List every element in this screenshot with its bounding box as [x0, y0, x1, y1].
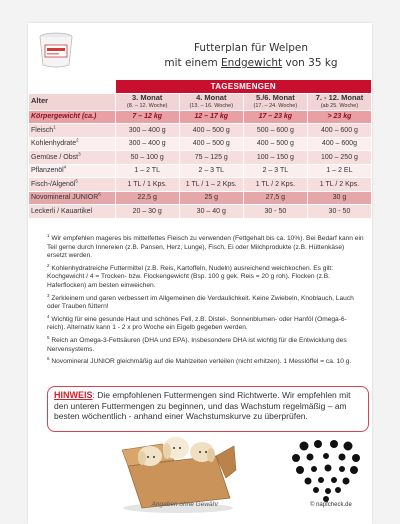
table-cell: 100 – 150 g — [243, 151, 307, 165]
table-cell: 30 – 40 g — [179, 205, 243, 219]
table-row — [29, 191, 372, 205]
footnote: $^2$ Kohlenhydratreiche Futtermittel (z.B. Reis, Kartoffeln, Nudeln) ausreichend weichkochen. Es gilt: Kochgewicht / 4 = Trocken- bzw. Flockengewicht (Bsp. 100 g gek. Reis = 20 g roh). Flocken (z.B. Haferflocken) am besten einweichen. — [47, 262, 334, 289]
footnote: $^1$ Wir empfehlen mageres bis mittelfettes Fleisch zu verwenden (Fettgehalt bis ca. 10%). Bei Bedarf kann ein Teil gerne durch Innereien (z.B. Pansen, Herz, Lunge), Fisch, Ei oder Milchprodukte (z.B. Hüttenkäse) ersetzt werden. — [47, 232, 364, 260]
table-cell: 400 – 500 g — [179, 137, 243, 151]
table-cell: 75 – 125 g — [179, 151, 243, 165]
table-cell: 50 – 100 g — [115, 151, 179, 165]
month-header: 3. Monat (8. – 12. Woche) — [115, 93, 179, 110]
tagesmengen-header: TAGESMENGEN — [115, 80, 371, 94]
month-header: 7. - 12. Monat (ab 25. Woche) — [307, 93, 371, 110]
table-cell: 300 – 400 g — [115, 124, 179, 138]
table-cell: 1 – 2 EL — [307, 164, 371, 178]
footnote: $^6$ Novomineral JUNIOR gleichmäßig auf die Mahlzeiten verteilen (nicht erhitzen). 1 Messlöffel = ca. 10 g. — [47, 355, 352, 366]
row-label: Fleisch$^1$ — [29, 124, 116, 138]
row-label: Körpergewicht (ca.) — [29, 110, 116, 124]
table-cell: 2 – 3 TL — [179, 164, 243, 178]
month-header: 5./6. Monat (17. – 24. Woche) — [243, 93, 307, 110]
table-cell: 400 – 600 g — [307, 124, 371, 138]
footnote: $^4$ Wichtig für eine gesunde Haut und schönes Fell, z.B. Distel-, Sonnenblumen- oder Hanföl (Omega-6-reich). Alternativ kann 1 - 2 x pro Woche ein Eigelb gegeben werden. — [47, 313, 347, 332]
table-cell: 400 – 500 g — [179, 124, 243, 138]
table-cell: 30 - 50 — [243, 205, 307, 219]
header — [28, 23, 372, 78]
brand-credit: © napfcheck.de — [310, 502, 352, 508]
table-cell: 7 – 12 kg — [115, 110, 179, 124]
table-cell: 500 – 600 g — [243, 124, 307, 138]
disclaimer-caption: Angaben ohne Gewähr — [151, 501, 219, 508]
table-cell: 400 – 500 g — [243, 137, 307, 151]
table-cell: 100 – 250 g — [307, 151, 371, 165]
hint-heading: HINWEIS — [54, 390, 93, 400]
table-cell: > 23 kg — [307, 110, 371, 124]
table-cell: 1 TL / 1 – 2 Kps. — [179, 178, 243, 192]
table-cell: 1 – 2 TL — [115, 164, 179, 178]
table-cell: 17 – 23 kg — [243, 110, 307, 124]
row-label: Fisch-/Algenöl$^5$ — [29, 178, 116, 192]
table-cell: 300 – 400 g — [115, 137, 179, 151]
document-page — [28, 23, 372, 524]
table-cell: 1 TL / 1 Kps. — [115, 178, 179, 192]
table-cell: 1 TL / 2 Kps. — [307, 178, 371, 192]
row-label: Leckerli / Kauartikel — [29, 205, 116, 219]
row-label: Gemüse / Obst$^3$ — [29, 151, 116, 165]
month-header-row — [29, 93, 372, 110]
table-cell: 1 TL / 2 Kps. — [243, 178, 307, 192]
food-bucket-icon — [36, 31, 76, 69]
row-label: Pflanzenöl$^4$ — [29, 164, 116, 178]
table-cell: 22,5 g — [115, 191, 179, 205]
table-row — [29, 164, 372, 178]
alter-label: Alter — [29, 93, 116, 110]
row-label: Novomineral JUNIOR$^6$ — [29, 191, 116, 205]
table-cell: 27,5 g — [243, 191, 307, 205]
table-cell: 30 - 50 — [307, 205, 371, 219]
page-subtitle: mit einem Endgewicht von 35 kg — [164, 57, 338, 69]
month-header: 4. Monat (13. – 16. Woche) — [179, 93, 243, 110]
footnote: $^5$ Reich an Omega-3-Fettsäuren (DHA und EPA). Insbesondere DHA ist wichtig für die Entwicklung des Nervensystems. — [47, 334, 347, 353]
table-cell: 400 – 600g — [307, 137, 371, 151]
table-cell: 25 g — [179, 191, 243, 205]
table-row — [29, 151, 372, 165]
table-cell: 12 – 17 kg — [179, 110, 243, 124]
table-row — [29, 178, 372, 192]
row-label: Kohlenhydrate$^2$ — [29, 137, 116, 151]
table-cell: 20 – 30 g — [115, 205, 179, 219]
body-weight-row — [29, 110, 372, 124]
hint-text: : Die empfohlenen Futtermengen sind Richtwerte. Wir empfehlen mit den unteren Futtermengen zu beginnen, und das Wachstum regelmäßig – am besten wöchentlich - anhand einer Wachstumskurve zu überprüfen. — [54, 390, 351, 421]
table-row — [29, 205, 372, 219]
table-row — [29, 137, 372, 151]
table-cell: 2 – 3 TL — [243, 164, 307, 178]
table-cell: 30 g — [307, 191, 371, 205]
feeding-table — [28, 79, 372, 219]
paw-heart-logo — [288, 438, 364, 504]
table-row — [29, 124, 372, 138]
footnotes — [47, 232, 365, 371]
footnote: $^3$ Zerkleinern und garen verbessert im Allgemeinen die Verdaulichkeit. Keine Zwiebeln, Knoblauch, Lauch oder Trauben füttern! — [47, 292, 354, 311]
page-title: Futterplan für Welpen — [193, 42, 309, 54]
tagesmengen-row — [29, 80, 372, 94]
